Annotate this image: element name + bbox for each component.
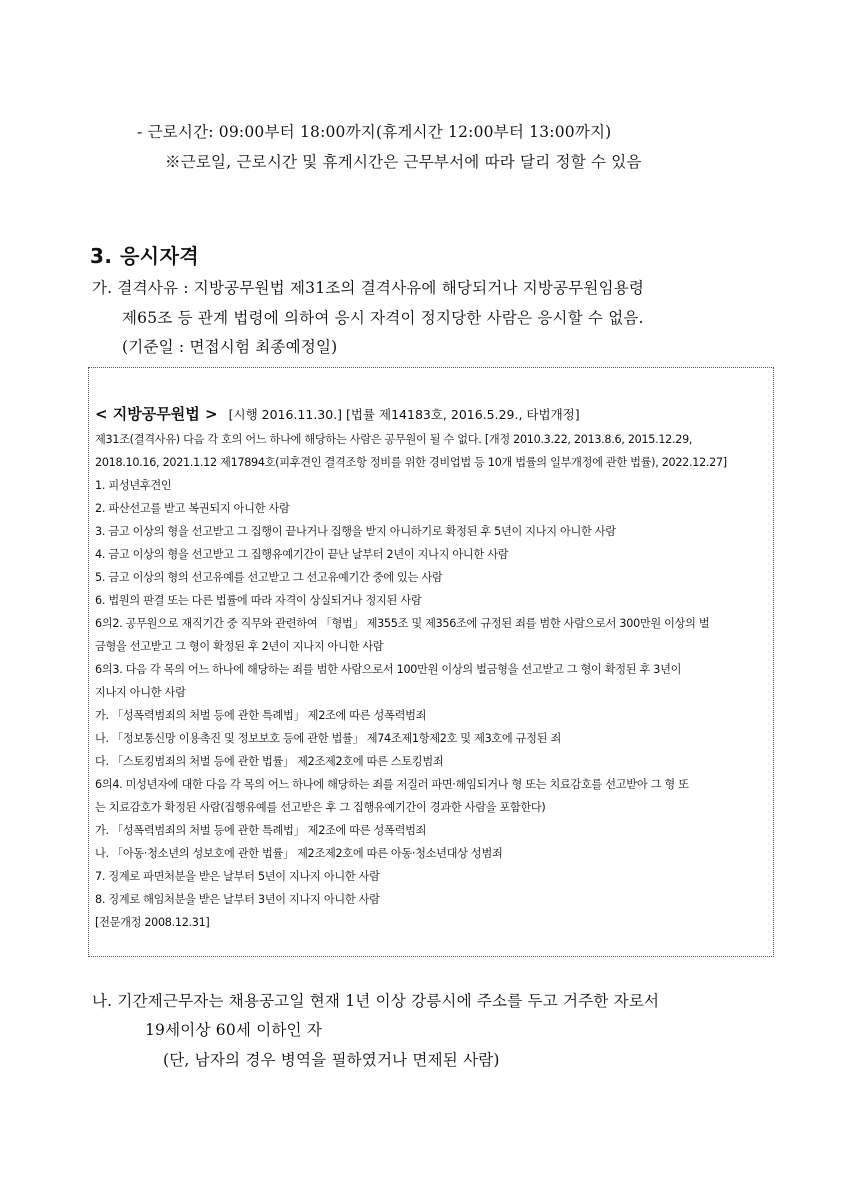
item-na-line1: 나. 기간제근무자는 채용공고일 현재 1년 이상 강릉시에 주소를 두고 거주한 자로서 xyxy=(92,992,660,1010)
law-line: 6의3. 다음 각 목의 어느 하나에 해당하는 죄를 범한 사람으로서 100만원 이상의 벌금형을 선고받고 그 형이 확정된 후 3년이 xyxy=(95,663,682,676)
law-line: 나. 「정보통신망 이용촉진 및 정보보호 등에 관한 법률」 제74조제1항제2호 및 제3호에 규정된 죄 xyxy=(95,732,561,745)
section-heading: 3. 응시자격 xyxy=(90,244,200,268)
law-title-row xyxy=(95,403,580,424)
law-line: 가. 「성폭력범죄의 처벌 등에 관한 특례법」 제2조에 따른 성폭력범죄 xyxy=(95,709,427,722)
law-line: 1. 피성년후견인 xyxy=(95,479,172,492)
law-line: 2. 파산선고를 받고 복권되지 아니한 사람 xyxy=(95,502,290,515)
law-line: 6의4. 미성년자에 대한 다음 각 목의 어느 하나에 해당하는 죄를 저질러 파면·해임되거나 형 또는 치료감호를 선고받아 그 형 또 xyxy=(95,778,689,791)
law-line: 6의2. 공무원으로 재직기간 중 직무와 관련하여 「형법」 제355조 및 제356조에 규정된 죄를 범한 사람으로서 300만원 이상의 벌 xyxy=(95,617,710,630)
law-line: 나. 「아동·청소년의 성보호에 관한 법률」 제2조제2호에 따른 아동·청소년대상 성범죄 xyxy=(95,847,503,860)
item-ga-line1: 가. 결격사유 : 지방공무원법 제31조의 결격사유에 해당되거나 지방공무원임용령 xyxy=(92,279,645,297)
law-line: 가. 「성폭력범죄의 처벌 등에 관한 특례법」 제2조에 따른 성폭력범죄 xyxy=(95,824,427,837)
work-hours-note: ※근로일, 근로시간 및 휴게시간은 근무부서에 따라 달리 정할 수 있음 xyxy=(165,153,642,171)
law-line: 6. 법원의 판결 또는 다른 법률에 따라 자격이 상실되거나 정지된 사람 xyxy=(95,594,422,607)
item-na-line3: (단, 남자의 경우 병역을 필하였거나 면제된 사람) xyxy=(163,1051,500,1069)
law-meta: [시행 2016.11.30.] [법률 제14183호, 2016.5.29., 타법개정] xyxy=(228,407,580,422)
law-line: 4. 금고 이상의 형을 선고받고 그 집행유예기간이 끝난 날부터 2년이 지나지 아니한 사람 xyxy=(95,548,509,561)
law-title: < 지방공무원법 > xyxy=(95,405,218,423)
work-hours-line: - 근로시간: 09:00부터 18:00까지(휴게시간 12:00부터 13:00까지) xyxy=(137,123,612,141)
law-line: 금형을 선고받고 그 형이 확정된 후 2년이 지나지 아니한 사람 xyxy=(95,640,384,653)
law-line: 8. 징계로 해임처분을 받은 날부터 3년이 지나지 아니한 사람 xyxy=(95,893,380,906)
law-line: 는 치료감호가 확정된 사람(집행유예를 선고받은 후 그 집행유예기간이 경과한 사람을 포함한다) xyxy=(95,801,546,814)
law-line: 3. 금고 이상의 형을 선고받고 그 집행이 끝나거나 집행을 받지 아니하기로 확정된 후 5년이 지나지 아니한 사람 xyxy=(95,525,616,538)
law-line: 7. 징계로 파면처분을 받은 날부터 5년이 지나지 아니한 사람 xyxy=(95,870,380,883)
law-line: [전문개정 2008.12.31] xyxy=(95,916,210,929)
item-ga-line2: 제65조 등 관계 법령에 의하여 응시 자격이 정지당한 사람은 응시할 수 없음. xyxy=(122,309,644,327)
law-line: 2018.10.16, 2021.1.12 제17894호(피후견인 결격조항 정비를 위한 경비업법 등 10개 법률의 일부개정에 관한 법률), 2022.12.27] xyxy=(95,456,727,469)
law-line: 다. 「스토킹범죄의 처벌 등에 관한 법률」 제2조제2호에 따른 스토킹범죄 xyxy=(95,755,444,768)
item-ga-line3: (기준일 : 면접시험 최종예정일) xyxy=(122,338,338,356)
law-line: 5. 금고 이상의 형의 선고유예를 선고받고 그 선고유예기간 중에 있는 사람 xyxy=(95,571,443,584)
law-line: 제31조(결격사유) 다음 각 호의 어느 하나에 해당하는 사람은 공무원이 될 수 없다. [개정 2010.3.22, 2013.8.6, 2015.12.29, xyxy=(95,433,693,446)
item-na-line2: 19세이상 60세 이하인 자 xyxy=(145,1021,323,1039)
law-line: 지나지 아니한 사람 xyxy=(95,686,186,699)
